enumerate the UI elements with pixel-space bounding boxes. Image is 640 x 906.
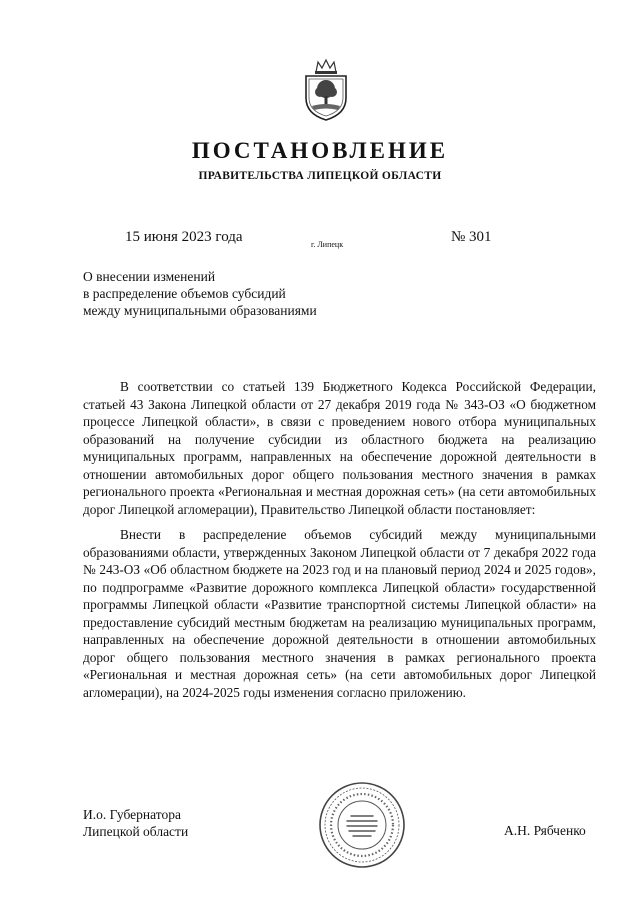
signatory-position-line: Липецкой области bbox=[83, 824, 189, 839]
subject-line: О внесении изменений bbox=[83, 269, 216, 284]
document-body bbox=[83, 378, 596, 709]
document-date: 15 июня 2023 года bbox=[125, 229, 243, 245]
issuing-authority: ПРАВИТЕЛЬСТВА ЛИПЕЦКОЙ ОБЛАСТИ bbox=[198, 170, 442, 182]
coat-of-arms-icon bbox=[298, 58, 354, 122]
body-paragraph: В соответствии со статьей 139 Бюджетного Кодекса Российской Федерации, статьей 43 Закона Липецкой области от 27 декабря 2019 года № 343-ОЗ «О бюджетном процессе Липецкой области», в связи с проведением нового отбора муниципальных образований на получение субсидии из областного бюджета на реализацию муниципальных программ, направленных на обеспечение дорожной деятельности в отношении автомобильных дорог общего пользования местного значения в рамках регионального проекта «Региональная и местная дорожная сеть» (на сети автомобильных дорог Липецкой агломерации), Правительство Липецкой области постановляет: bbox=[83, 379, 596, 517]
signatory-name: А.Н. Рябченко bbox=[504, 823, 586, 838]
body-paragraph: Внести в распределение объемов субсидий между муниципальными образованиями области, утвержденных Законом Липецкой области от 7 декабря 2022 года № 243-ОЗ «Об областном бюджете на 2023 год и на плановый период 2024 и 2025 годов», по подпрограмме «Развитие дорожного комплекса Липецкой области» государственной программы Липецкой области «Развитие транспортной системы Липецкой области» на предоставление субсидий местным бюджетам на реализацию муниципальных программ, направленных на обеспечение дорожной деятельности в отношении автомобильных дорог общего пользования местного значения в рамках регионального проекта «Региональная и местная дорожная сеть» (на сети автомобильных дорог Липецкой агломерации), на 2024-2025 годы изменения согласно приложению. bbox=[83, 527, 596, 700]
document-title: ПОСТАНОВЛЕНИЕ bbox=[191, 138, 449, 163]
official-stamp-icon bbox=[317, 780, 407, 870]
document-number: № 301 bbox=[451, 229, 492, 245]
subject-line: между муниципальными образованиями bbox=[83, 303, 317, 318]
signatory-position bbox=[83, 806, 188, 840]
document-city: г. Липецк bbox=[311, 240, 344, 249]
document-subject bbox=[83, 268, 317, 319]
subject-line: в распределение объемов субсидий bbox=[83, 286, 286, 301]
signatory-position-line: И.о. Губернатора bbox=[83, 807, 182, 822]
